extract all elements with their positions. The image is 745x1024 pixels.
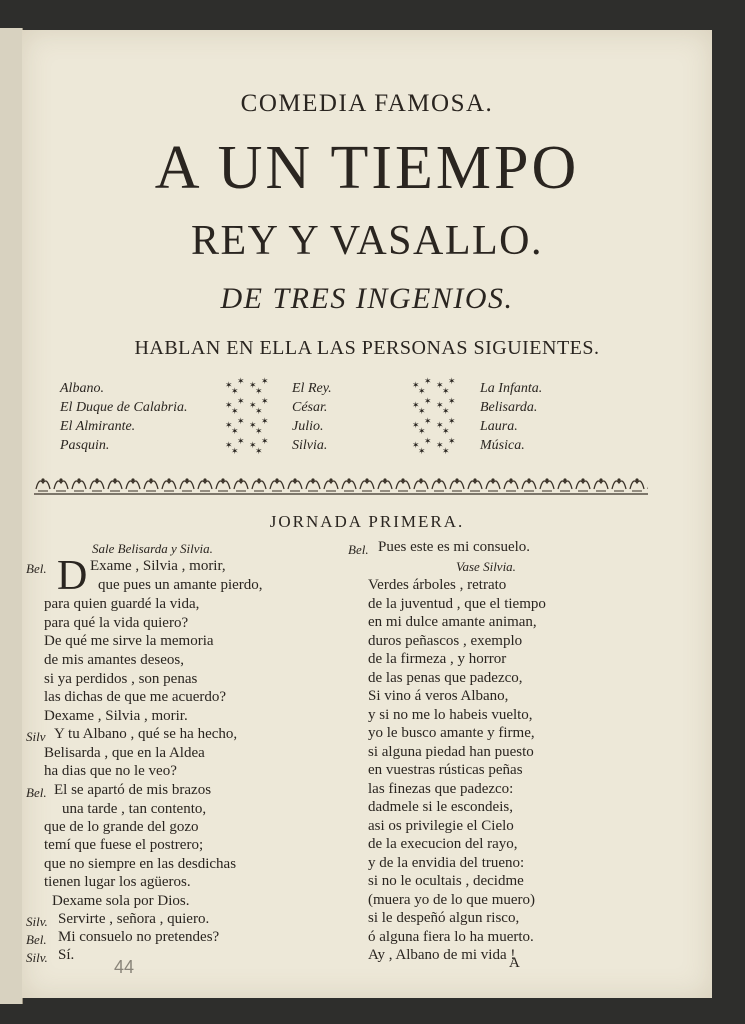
act-heading: JORNADA PRIMERA. (269, 512, 465, 531)
verse-line: y si no me lo habeis vuelto, (368, 707, 533, 723)
persona-belisarda: Belisarda. (480, 400, 538, 415)
adjacent-page-edge (0, 28, 23, 1004)
persona-julio: Julio. (292, 419, 324, 434)
verse-line: Mi consuelo no pretendes? (58, 929, 220, 945)
decorative-border-band (34, 473, 648, 495)
persona-duque: El Duque de Calabria. (60, 400, 188, 415)
stage-direction: Vase Silvia. (456, 559, 516, 574)
verse-line: de la firmeza , y horror (368, 651, 507, 667)
verse-line: De qué me sirve la memoria (44, 633, 214, 649)
persona-silvia: Silvia. (292, 438, 328, 453)
verse-line: Pues este es mi consuelo. (378, 539, 531, 555)
verse-line: Si vino á veros Albano, (368, 688, 509, 704)
verse-line: las finezas que padezco: (368, 781, 514, 797)
verse-line: Exame , Silvia , morir, (90, 558, 226, 574)
verse-line: en vuestras rústicas peñas (368, 762, 523, 778)
verse-line: Dexame , Silvia , morir. (44, 708, 188, 724)
signature-mark: A (509, 955, 520, 971)
verse-line: asi os privilegie el Cielo (368, 818, 514, 834)
title-line-2: REY Y VASALLO. (191, 218, 543, 264)
verse-line: si ya perdidos , son penas (44, 671, 198, 687)
persona-almirante: El Almirante. (60, 419, 136, 434)
persona-infanta: La Infanta. (480, 381, 543, 396)
speaker-label: Bel. (26, 785, 47, 800)
verse-line: y de la envidia del trueno: (368, 855, 525, 871)
verse-line: una tarde , tan contento, (62, 801, 207, 817)
verse-line: Ay , Albano de mi vida ! (368, 947, 516, 963)
verse-line: que de lo grande del gozo (44, 819, 199, 835)
persona-albano: Albano. (60, 381, 104, 396)
star-ornament: ✶ ✶ ✶ ✶ ✶ ✶ (225, 397, 269, 417)
verse-line: dadmele si le escondeis, (368, 799, 513, 815)
speaker-label: Bel. (348, 542, 369, 557)
title-line-1: A UN TIEMPO (154, 134, 580, 202)
pencil-page-number: 44 (114, 957, 135, 977)
verse-line: Verdes árboles , retrato (368, 577, 507, 593)
verse-line: para quien guardé la vida, (44, 596, 200, 612)
speaker-label: Bel. (26, 561, 47, 576)
verse-line: Belisarda , que en la Aldea (44, 745, 205, 761)
speaker-label: Silv (26, 729, 46, 744)
verse-line: si no le ocultais , decidme (368, 873, 524, 889)
speaker-label: Silv. (26, 950, 48, 965)
star-ornament: ✶ ✶ ✶ ✶ ✶ ✶ (412, 417, 456, 437)
dramatis-personae-heading: HABLAN EN ELLA LAS PERSONAS SIGUIENTES. (134, 337, 600, 359)
persona-rey: El Rey. (292, 381, 332, 396)
stage-direction: Sale Belisarda y Silvia. (92, 541, 213, 556)
star-ornament: ✶ ✶ ✶ ✶ ✶ ✶ (412, 437, 456, 457)
drop-cap: D (57, 553, 88, 599)
verse-line: Y tu Albano , qué se ha hecho, (54, 726, 238, 742)
verse-line: si alguna piedad han puesto (368, 744, 534, 760)
verse-line: si le despeñó algun risco, (368, 910, 520, 926)
star-ornament: ✶ ✶ ✶ ✶ ✶ ✶ (412, 377, 456, 397)
authorship-line: DE TRES INGENIOS. (220, 282, 514, 315)
comedia-heading: COMEDIA FAMOSA. (240, 90, 494, 117)
speaker-label: Silv. (26, 914, 48, 929)
persona-laura: Laura. (480, 419, 518, 434)
verse-line: Dexame sola por Dios. (52, 893, 190, 909)
persona-pasquin: Pasquin. (60, 438, 110, 453)
star-ornament: ✶ ✶ ✶ ✶ ✶ ✶ (225, 377, 269, 397)
persona-musica: Música. (480, 438, 525, 453)
verse-line: Servirte , señora , quiero. (58, 911, 210, 927)
verse-line: (muera yo de lo que muero) (368, 892, 536, 908)
star-ornament: ✶ ✶ ✶ ✶ ✶ ✶ (225, 437, 269, 457)
verse-line: de la execucion del rayo, (368, 836, 518, 852)
verse-line: que pues un amante pierdo, (98, 577, 263, 593)
verse-line: que no siempre en las desdichas (44, 856, 237, 872)
verse-line: en mi dulce amante animan, (368, 614, 537, 630)
verse-line: de la juventud , que el tiempo (368, 596, 546, 612)
speaker-label: Bel. (26, 932, 47, 947)
verse-line: Sí. (58, 947, 75, 963)
verse-line: El se apartó de mis brazos (54, 782, 212, 798)
persona-cesar: César. (292, 400, 328, 415)
verse-line: de las penas que padezco, (368, 670, 523, 686)
star-ornament: ✶ ✶ ✶ ✶ ✶ ✶ (225, 417, 269, 437)
verse-line: para qué la vida quiero? (44, 615, 189, 631)
verse-line: ha dias que no le veo? (44, 763, 177, 779)
verse-line: ó alguna fiera lo ha muerto. (368, 929, 534, 945)
star-ornament: ✶ ✶ ✶ ✶ ✶ ✶ (412, 397, 456, 417)
verse-line: yo le busco amante y firme, (368, 725, 535, 741)
verse-line: de mis amantes deseos, (44, 652, 184, 668)
verse-line: tienen lugar los agüeros. (44, 874, 191, 890)
verse-line: las dichas de que me acuerdo? (44, 689, 226, 705)
verse-line: temí que fuese el postrero; (44, 837, 204, 853)
book-page (22, 30, 712, 998)
verse-line: duros peñascos , exemplo (368, 633, 523, 649)
